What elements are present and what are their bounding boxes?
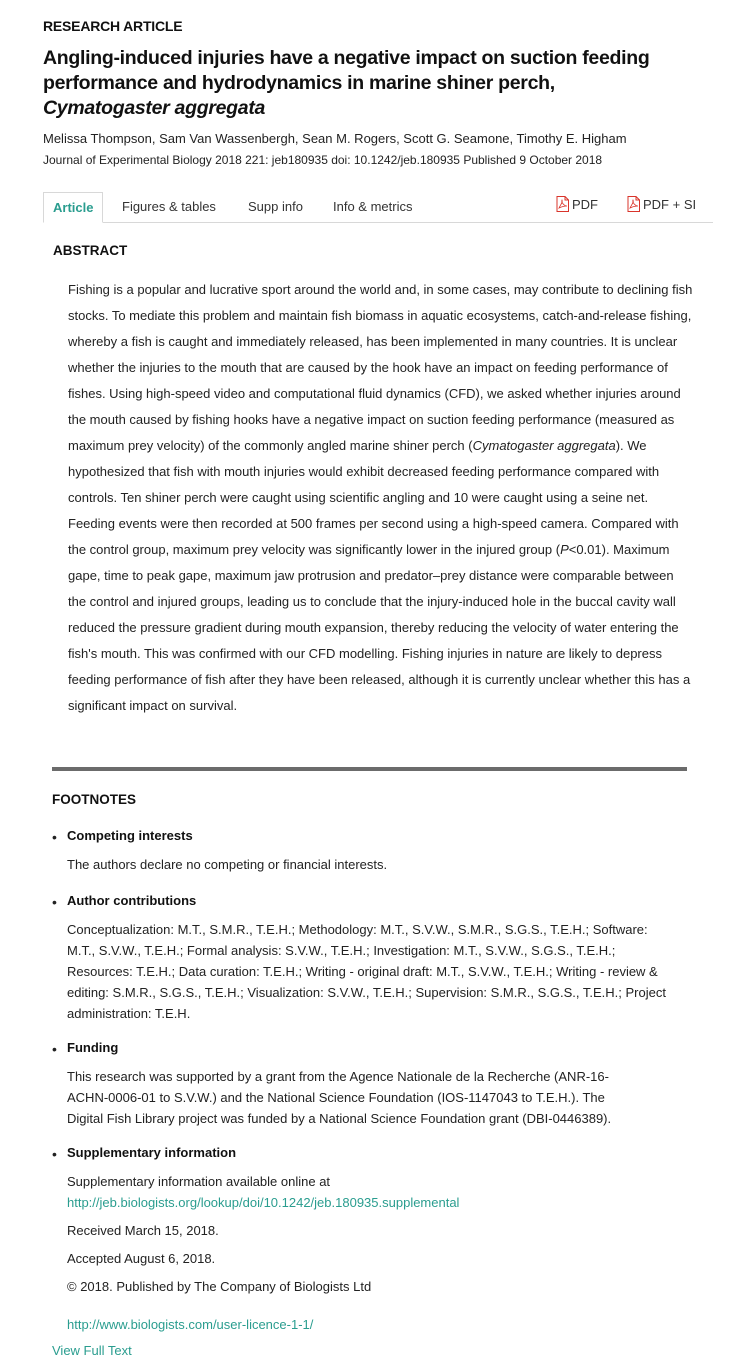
- footnotes-list: [52, 826, 692, 1335]
- bullet-icon: •: [52, 1146, 57, 1162]
- view-full-text-link[interactable]: View Full Text: [52, 1343, 132, 1358]
- footnote-supplementary: [52, 1143, 692, 1335]
- abstract-text-2: ). We hypothesized that fish with mouth injuries would exhibit decreased feeding performance compared with controls. Ten shiner perch were caught using scientific angling and 10 were caught using a seine net. Feeding events were then recorded at 500 frames per second using a high-speed camera. Compared with the control group, maximum prey velocity was significantly lower in the injured group (: [68, 438, 679, 557]
- footnote-title: Competing interests: [67, 828, 193, 843]
- article-title-species: Cymatogaster aggregata: [43, 97, 266, 119]
- article-title-main: Angling-induced injuries have a negative impact on suction feeding performance and hydrodynamics in marine shiner perch,: [43, 47, 650, 94]
- footnote-competing-interests: [52, 826, 692, 875]
- pdf-file-icon: [556, 196, 569, 212]
- citation-line: Journal of Experimental Biology 2018 221: jeb180935 doi: 10.1242/jeb.180935 Published 9 October 2018: [43, 153, 603, 167]
- accepted-date: Accepted August 6, 2018.: [67, 1251, 216, 1266]
- footnote-body: This research was supported by a grant from the Agence Nationale de la Recherche (ANR-16-ACHN-0006-01 to S.V.W.) and the National Science Foundation (IOS-1147043 to T.E.H.). The Digital Fish Library project was funded by a National Science Foundation grant (DBI-0446389).: [67, 1069, 612, 1126]
- abstract-p-symbol: P: [560, 542, 569, 557]
- bullet-icon: •: [52, 894, 57, 910]
- article-title: [43, 46, 683, 121]
- abstract-text-1: Fishing is a popular and lucrative sport around the world and, in some cases, may contribute to declining fish stocks. To mediate this problem and maintain fish biomass in aquatic ecosystems, catch-and-release fishing, whereby a fish is caught and immediately released, has been implemented in many countries. It is unclear whether the injuries to the mouth that are caused by the hook have an impact on feeding performance of fishes. Using high-speed video and computational fluid dynamics (CFD), we asked whether injuries around the mouth caused by fishing hooks have a negative impact on suction feeding performance (measured as maximum prey velocity) of the commonly angled marine shiner perch (: [68, 282, 693, 453]
- supplementary-link[interactable]: http://jeb.biologists.org/lookup/doi/10.1242/jeb.180935.supplemental: [67, 1195, 460, 1210]
- footnote-body: Supplementary information available online at: [67, 1174, 331, 1189]
- licence-link-row: [67, 1314, 692, 1335]
- abstract-paragraph: [68, 277, 693, 719]
- footnote-body: The authors declare no competing or financial interests.: [67, 857, 388, 872]
- footnote-funding: [52, 1038, 692, 1129]
- pdf-label: PDF: [572, 197, 598, 212]
- abstract-text-3: <0.01). Maximum gape, time to peak gape, maximum jaw protrusion and predator–prey distance were comparable between the control and injured groups, leading us to conclude that the injury-induced hole in the buccal cavity wall reduced the pressure gradient during mouth expansion, thereby reducing the velocity of water entering the fish's mouth. This was confirmed with our CFD modelling. Fishing injuries in nature are likely to depress feeding performance of fish after they have been released, although it is currently unclear whether this has a significant impact on survival.: [68, 542, 691, 713]
- footnote-title: Funding: [67, 1040, 119, 1055]
- author-list[interactable]: Melissa Thompson, Sam Van Wassenbergh, Sean M. Rogers, Scott G. Seamone, Timothy E. Higham: [43, 131, 627, 146]
- footnote-title: Supplementary information: [67, 1145, 237, 1160]
- tab-figures-tables[interactable]: Figures & tables: [122, 199, 216, 214]
- pdf-si-download-link[interactable]: [627, 194, 696, 216]
- copyright-notice: © 2018. Published by The Company of Biologists Ltd: [67, 1279, 372, 1294]
- tab-article[interactable]: Article: [43, 192, 103, 223]
- footnote-title: Author contributions: [67, 893, 197, 908]
- tab-info-metrics[interactable]: Info & metrics: [333, 199, 413, 214]
- received-date: Received March 15, 2018.: [67, 1223, 219, 1238]
- supplementary-link-row: [67, 1192, 692, 1213]
- bullet-icon: •: [52, 1041, 57, 1057]
- pdf-file-icon: [627, 196, 640, 212]
- pdf-si-label: PDF + SI: [643, 197, 697, 212]
- abstract-heading: ABSTRACT: [53, 243, 128, 258]
- footnote-body: Conceptualization: M.T., S.M.R., T.E.H.; Methodology: M.T., S.V.W., S.M.R., S.G.S., T.E.H.; Software: M.T., S.V.W., T.E.H.; Formal analysis: S.V.W., T.E.H.; Investigation: M.T., S.V.W., S.G.S., T.E.H.; Resources: T.E.H.; Data curation: T.E.H.; Writing - original draft: M.T., S.V.W., T.E.H.; Writing - review & editing: S.M.R., S.G.S., T.E.H.; Visualization: S.V.W., T.E.H.; Supervision: S.M.R., S.G.S., T.E.H.; Project administration: T.E.H.: [67, 922, 666, 1021]
- abstract-species: Cymatogaster aggregata: [472, 438, 616, 453]
- footnotes-heading: FOOTNOTES: [52, 792, 136, 807]
- bullet-icon: •: [52, 829, 57, 845]
- pdf-download-link[interactable]: [556, 194, 598, 216]
- article-tabs: [43, 192, 713, 223]
- tab-supp-info[interactable]: Supp info: [248, 199, 303, 214]
- section-divider: [52, 767, 687, 771]
- article-type-label: RESEARCH ARTICLE: [43, 18, 183, 34]
- abstract-body: [68, 277, 693, 719]
- footnote-author-contributions: [52, 891, 692, 1024]
- licence-link[interactable]: http://www.biologists.com/user-licence-1-1/: [67, 1317, 314, 1332]
